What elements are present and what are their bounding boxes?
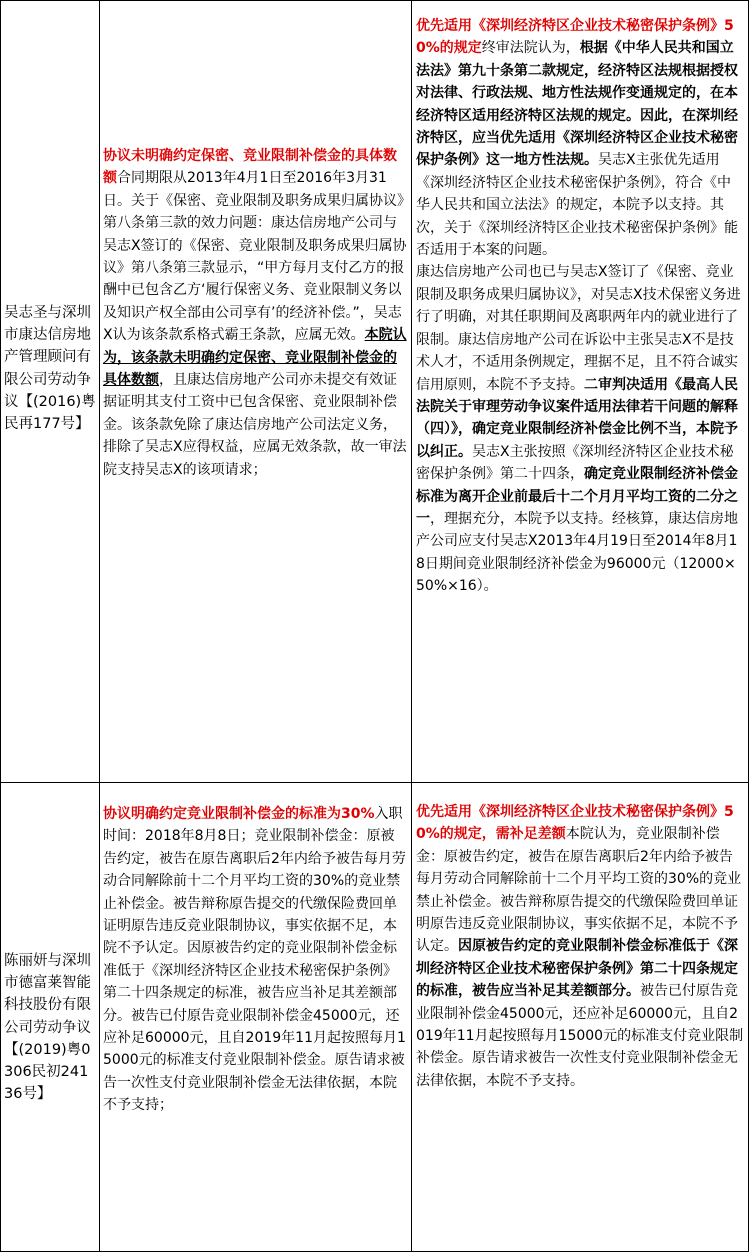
holding-cell [100,1,412,783]
rule-tail: 吴志X主张优先适用《深圳经济特区企业技术秘密保护条例》，符合《中华人民共和国立法法》的规定，本院予以支持。其次，关于《深圳经济特区企业技术秘密保护条例》能否适用于本案的问题。 [416,152,738,259]
holding-highlight: 协议未明确约定保密、竞业限制补偿金的具体数额 [103,148,397,187]
holding-text [100,783,411,1117]
rule-body: 本院认为，竞业限制补偿金：原被告约定，被告在原告离职后2年内给予被告每月劳动合同解除前十二个月平均工资的30%的竞业禁止补偿金。被告辩称原告提交的代缴保险费回单证明原告违反竞业限制协议，事实依据不足，本院不予认定。 [416,826,742,955]
rule-text-1 [412,1,748,261]
rule-bold: 根据《中华人民共和国立法法》第九十条第二款规定，经济特区法规根据授权对法律、行政法规、地方性法规作变通规定的，在本经济特区适用经济特区法规的规定。因此，在深圳经济特区，应当优先适用《深圳经济特区企业技术秘密保护条例》这一地方性法规。 [416,40,738,169]
holding-body: 入职时间：2018年8月8日；竞业限制补偿金：原被告约定，被告在原告离职后2年内给予被告每月劳动合同解除前十二个月平均工资的30%的竞业禁止补偿金。被告辩称原告提交的代缴保险费回单证明原告违反竞业限制协议，事实依据不足，本院不予认定。因原被告约定的竞业限制补偿金标准低于《深圳经济特区企业技术秘密保护条例》第二十四条规定的标准，被告应当补足其差额部分。被告已付原告竞业限制补偿金45000元，还应补足60000元，且自2019年11月起按照每月15000元的标准支付竞业限制补偿金。原告请求被告一次性支付竞业限制补偿金无法律依据，本院不予支持； [103,806,406,1114]
holding-bold-underline: 本院认为，该条款未明确约定保密、竞业限制补偿金的具体数额 [103,327,407,389]
holding-tail: ，且康达信房地产公司亦未提交有效证据证明其支付工资中已包含保密、竞业限制补偿金。该条款免除了康达信房地产公司法定义务，排除了吴志X应得权益，应属无效条款，故一审法院支持吴志X的该项请求； [103,372,407,478]
rule-cell [412,783,749,1252]
table-row [1,783,749,1252]
rule-highlight: 优先适用《深圳经济特区企业技术秘密保护条例》50%的规定 [416,18,734,57]
rule-tail: 被告已付原告竞业限制补偿金45000元，还应补足60000元，且自2019年11月起按照每月15000元的标准支付竞业限制补偿金。原告请求被告一次性支付竞业限制补偿金无法律依据，本院不予支持。 [416,983,744,1089]
rule-text-1 [412,783,748,1092]
rule-body-2: 康达信房地产公司也已与吴志X签订了《保密、竞业限制及职务成果归属协议》，对吴志X技术保密义务进行了明确，对其任职期间及离职两年内的就业进行了限制。康达信房地产公司在诉讼中主张吴志X不是技术人才，不适用条例规定，理据不足，且不符合诚实信用原则，本院不予支持。 [416,264,741,393]
case-name-cell [1,783,100,1252]
holding-body: 合同期限从2013年4月1日至2016年3月31日。关于《保密、竞业限制及职务成果归属协议》第八条第三款的效力问题：康达信房地产公司与吴志X签订的《保密、竞业限制及职务成果归属协议》第八条第三款显示，“甲方每月支付乙方的报酬中已包含乙方‘履行保密义务、竞业限制义务以及知识产权全部由公司享有’的经济补偿。”，吴志X认为该条款系格式霸王条款，应属无效。 [103,170,407,344]
holding-cell [100,783,412,1252]
rule-cell [412,1,749,783]
rule-mid-2: 吴志X主张按照《深圳经济特区企业技术秘密保护条例》第二十四条， [416,443,734,483]
case-name: 吴志圣与深圳市康达信房地产管理顾问有限公司劳动争议【(2016)粤民再177号】 [4,305,96,433]
table-row [1,1,749,783]
rule-bold: 因原被告约定的竞业限制补偿金标准低于《深圳经济特区企业技术秘密保护条例》第二十四条规定的标准，被告应当补足其差额部分。 [416,938,738,1000]
rule-text-2 [412,261,748,597]
rule-bold-2: 二审判决适用《最高人民法院关于审理劳动争议案件适用法律若干问题的解释（四）》，确定竞业限制经济补偿金比例不当，本院予以纠正。 [416,376,738,460]
rule-tail-2: ，理据充分，本院予以支持。经核算，康达信房地产公司应支付吴志X2013年4月19日至2014年8月18日期间竞业限制经济补偿金为96000元（12000×50%×16）。 [416,510,738,595]
holding-highlight: 协议明确约定竞业限制补偿金的标准为30% [103,806,375,822]
case-name-cell [1,1,100,783]
rule-body: 终审法院认为， [481,40,580,57]
holding-text [100,1,411,481]
case-name: 陈丽妍与深圳市德富莱智能科技股份有限公司劳动争议【(2019)粤0306民初24136号】 [4,953,91,1103]
rule-highlight: 优先适用《深圳经济特区企业技术秘密保护条例》50%的规定，需补足差额 [416,804,734,843]
rule-bold-3: 确定竞业限制经济补偿金标准为离开企业前最后十二个月月平均工资的二分之一 [416,466,738,527]
